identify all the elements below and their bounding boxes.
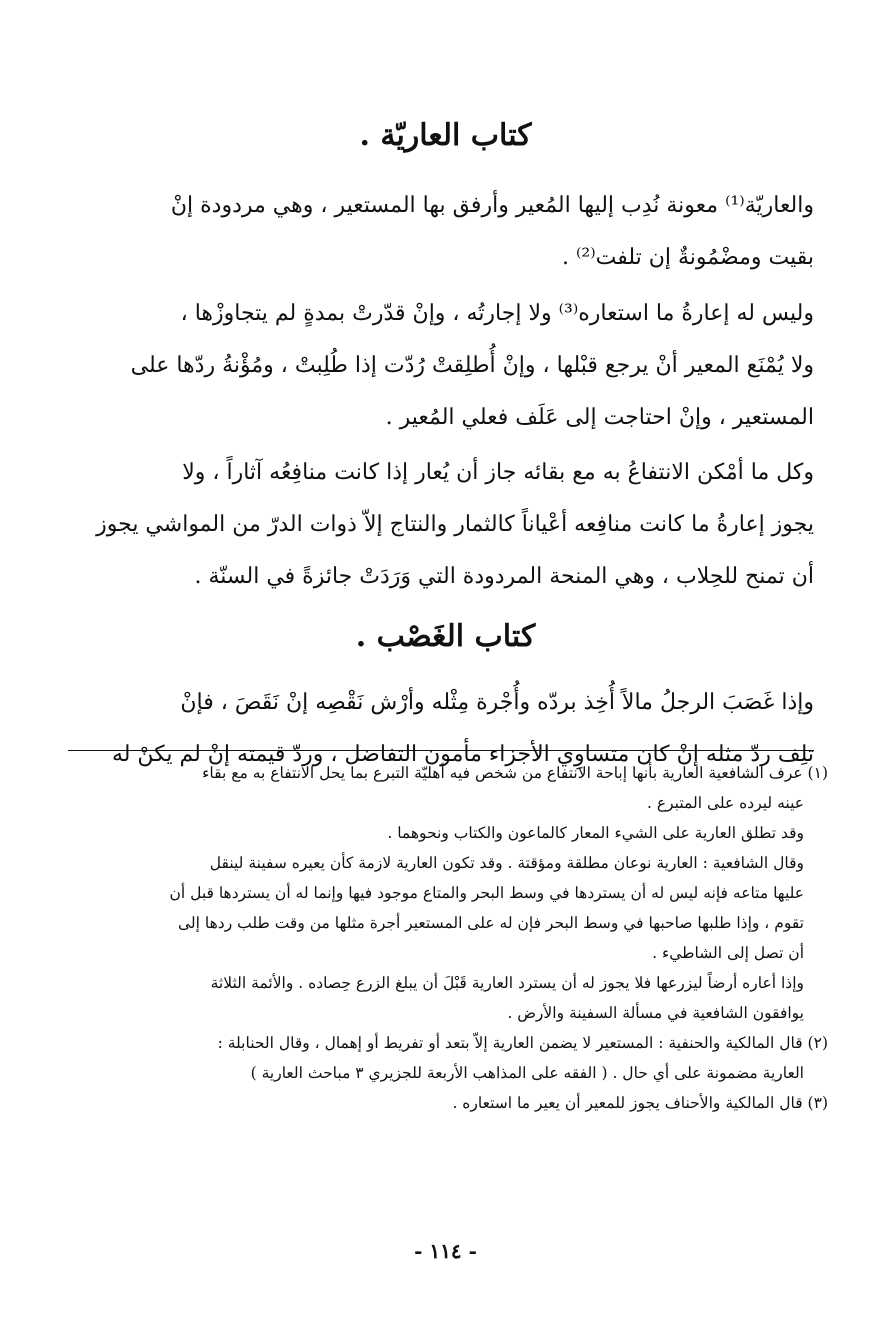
- text-line: تلِف ردّ مثله إنْ كان متساوِي الأجزاء مأمون التفاضل ، وردّ قيمته إنْ لم يكنْ له: [111, 742, 814, 767]
- paragraph-aariya-definition: [68, 180, 814, 284]
- footnote-line: (١) عرف الشافعية العارية بأنها إباحة الانتفاع من شخص فيه أهليّة التبرع بما يحل الانتفاع به مع بقاء: [202, 764, 828, 782]
- footnotes-block: [68, 758, 828, 1118]
- text-line: والعاريّة⁽¹⁾ معونة نُدِب إليها المُعير وأرفق بها المستعير ، وهي مردودة إنْ: [170, 193, 814, 218]
- text-line: يجوز إعارةُ ما كانت منافِعه أعْياناً كالثمار والنتاج إلاّ ذوات الدرّ من المواشي يجوز: [96, 512, 814, 537]
- section-heading-aariya: كتاب العاريّة .: [359, 118, 532, 153]
- footnote-line: (٣) قال المالكية والأحناف يجوز للمعير أن يعير ما استعاره .: [452, 1094, 828, 1112]
- text-line: المستعير ، وإنْ احتاجت إلى عَلَف فعلي المُعير .: [385, 405, 814, 430]
- footnote-line: عينه ليرده على المتبرع .: [647, 794, 804, 812]
- text-line: ولا يُمْنَع المعير أنْ يرجع قبْلها ، وإنْ أُطلِقتْ رُدّت إذا طُلِبتْ ، ومُؤْنةُ ردّها على: [130, 353, 814, 378]
- footnote-line: وقال الشافعية : العارية نوعان مطلقة ومؤقتة . وقد تكون العارية لازمة كأن يعيره سفينة لينقل: [209, 854, 804, 872]
- footnote-line: وإذا أعاره أرضاً ليزرعها فلا يجوز له أن يسترد العارية قَبْلَ أن يبلغ الزرع حِصاده . والأئمة الثلاثة: [210, 974, 804, 992]
- footnote-line: تقوم ، وإذا طلبها صاحبها في وسط البحر فإن له على المستعير أجرة مثلها من وقت طلب ردها إلى: [178, 914, 804, 932]
- footnote-line: العارية مضمونة على أي حال . ( الفقه على المذاهب الأربعة للجزيري ٣ مباحث العارية ): [250, 1064, 804, 1082]
- text-line: وكل ما أمْكن الانتفاعُ به مع بقائه جاز أن يُعار إذا كانت منافِعُه آثاراً ، ولا: [182, 460, 814, 485]
- text-line: وليس له إعارةُ ما استعاره⁽³⁾ ولا إجارتُه ، وإنْ قدّرتْ بمدةٍ لم يتجاوزْها ،: [180, 301, 814, 326]
- footnote-line: يوافقون الشافعية في مسألة السفينة والأرض .: [507, 1004, 804, 1022]
- text-line: بقيت ومضْمُونةٌ إن تلفت⁽²⁾ .: [562, 245, 814, 270]
- footnote-divider: [68, 750, 814, 751]
- footnote-line: عليها متاعه فإنه ليس له أن يستردها في وسط البحر والمتاع موجود فيها وإنما له أن يستردها قبل أن: [169, 884, 804, 902]
- page-number: - ١١٤ -: [414, 1239, 477, 1263]
- footnote-line: أن تصل إلى الشاطيء .: [652, 944, 804, 962]
- paragraph-aariya-rules: [68, 288, 814, 444]
- section-heading-ghasb: كتاب الغَصْب .: [355, 619, 536, 654]
- footnote-line: وقد تطلق العارية على الشيء المعار كالماعون والكتاب ونحوهما .: [387, 824, 804, 842]
- text-line: وإذا غَصَبَ الرجلُ مالاً أُخِذ بردّه وأُجْرة مِثْله وأرْش نَقْصِه إنْ نَقَصَ ، فإنْ: [180, 690, 814, 715]
- footnote-line: (٢) قال المالكية والحنفية : المستعير لا يضمن العارية إلاّ بتعد أو تفريط أو إهمال ، وقال الحنابلة :: [217, 1034, 828, 1052]
- text-line: أن تمنح للحِلاب ، وهي المنحة المردودة التي وَرَدَتْ جائزةً في السنّة .: [194, 564, 814, 589]
- paragraph-aariya-benefits: [68, 447, 814, 603]
